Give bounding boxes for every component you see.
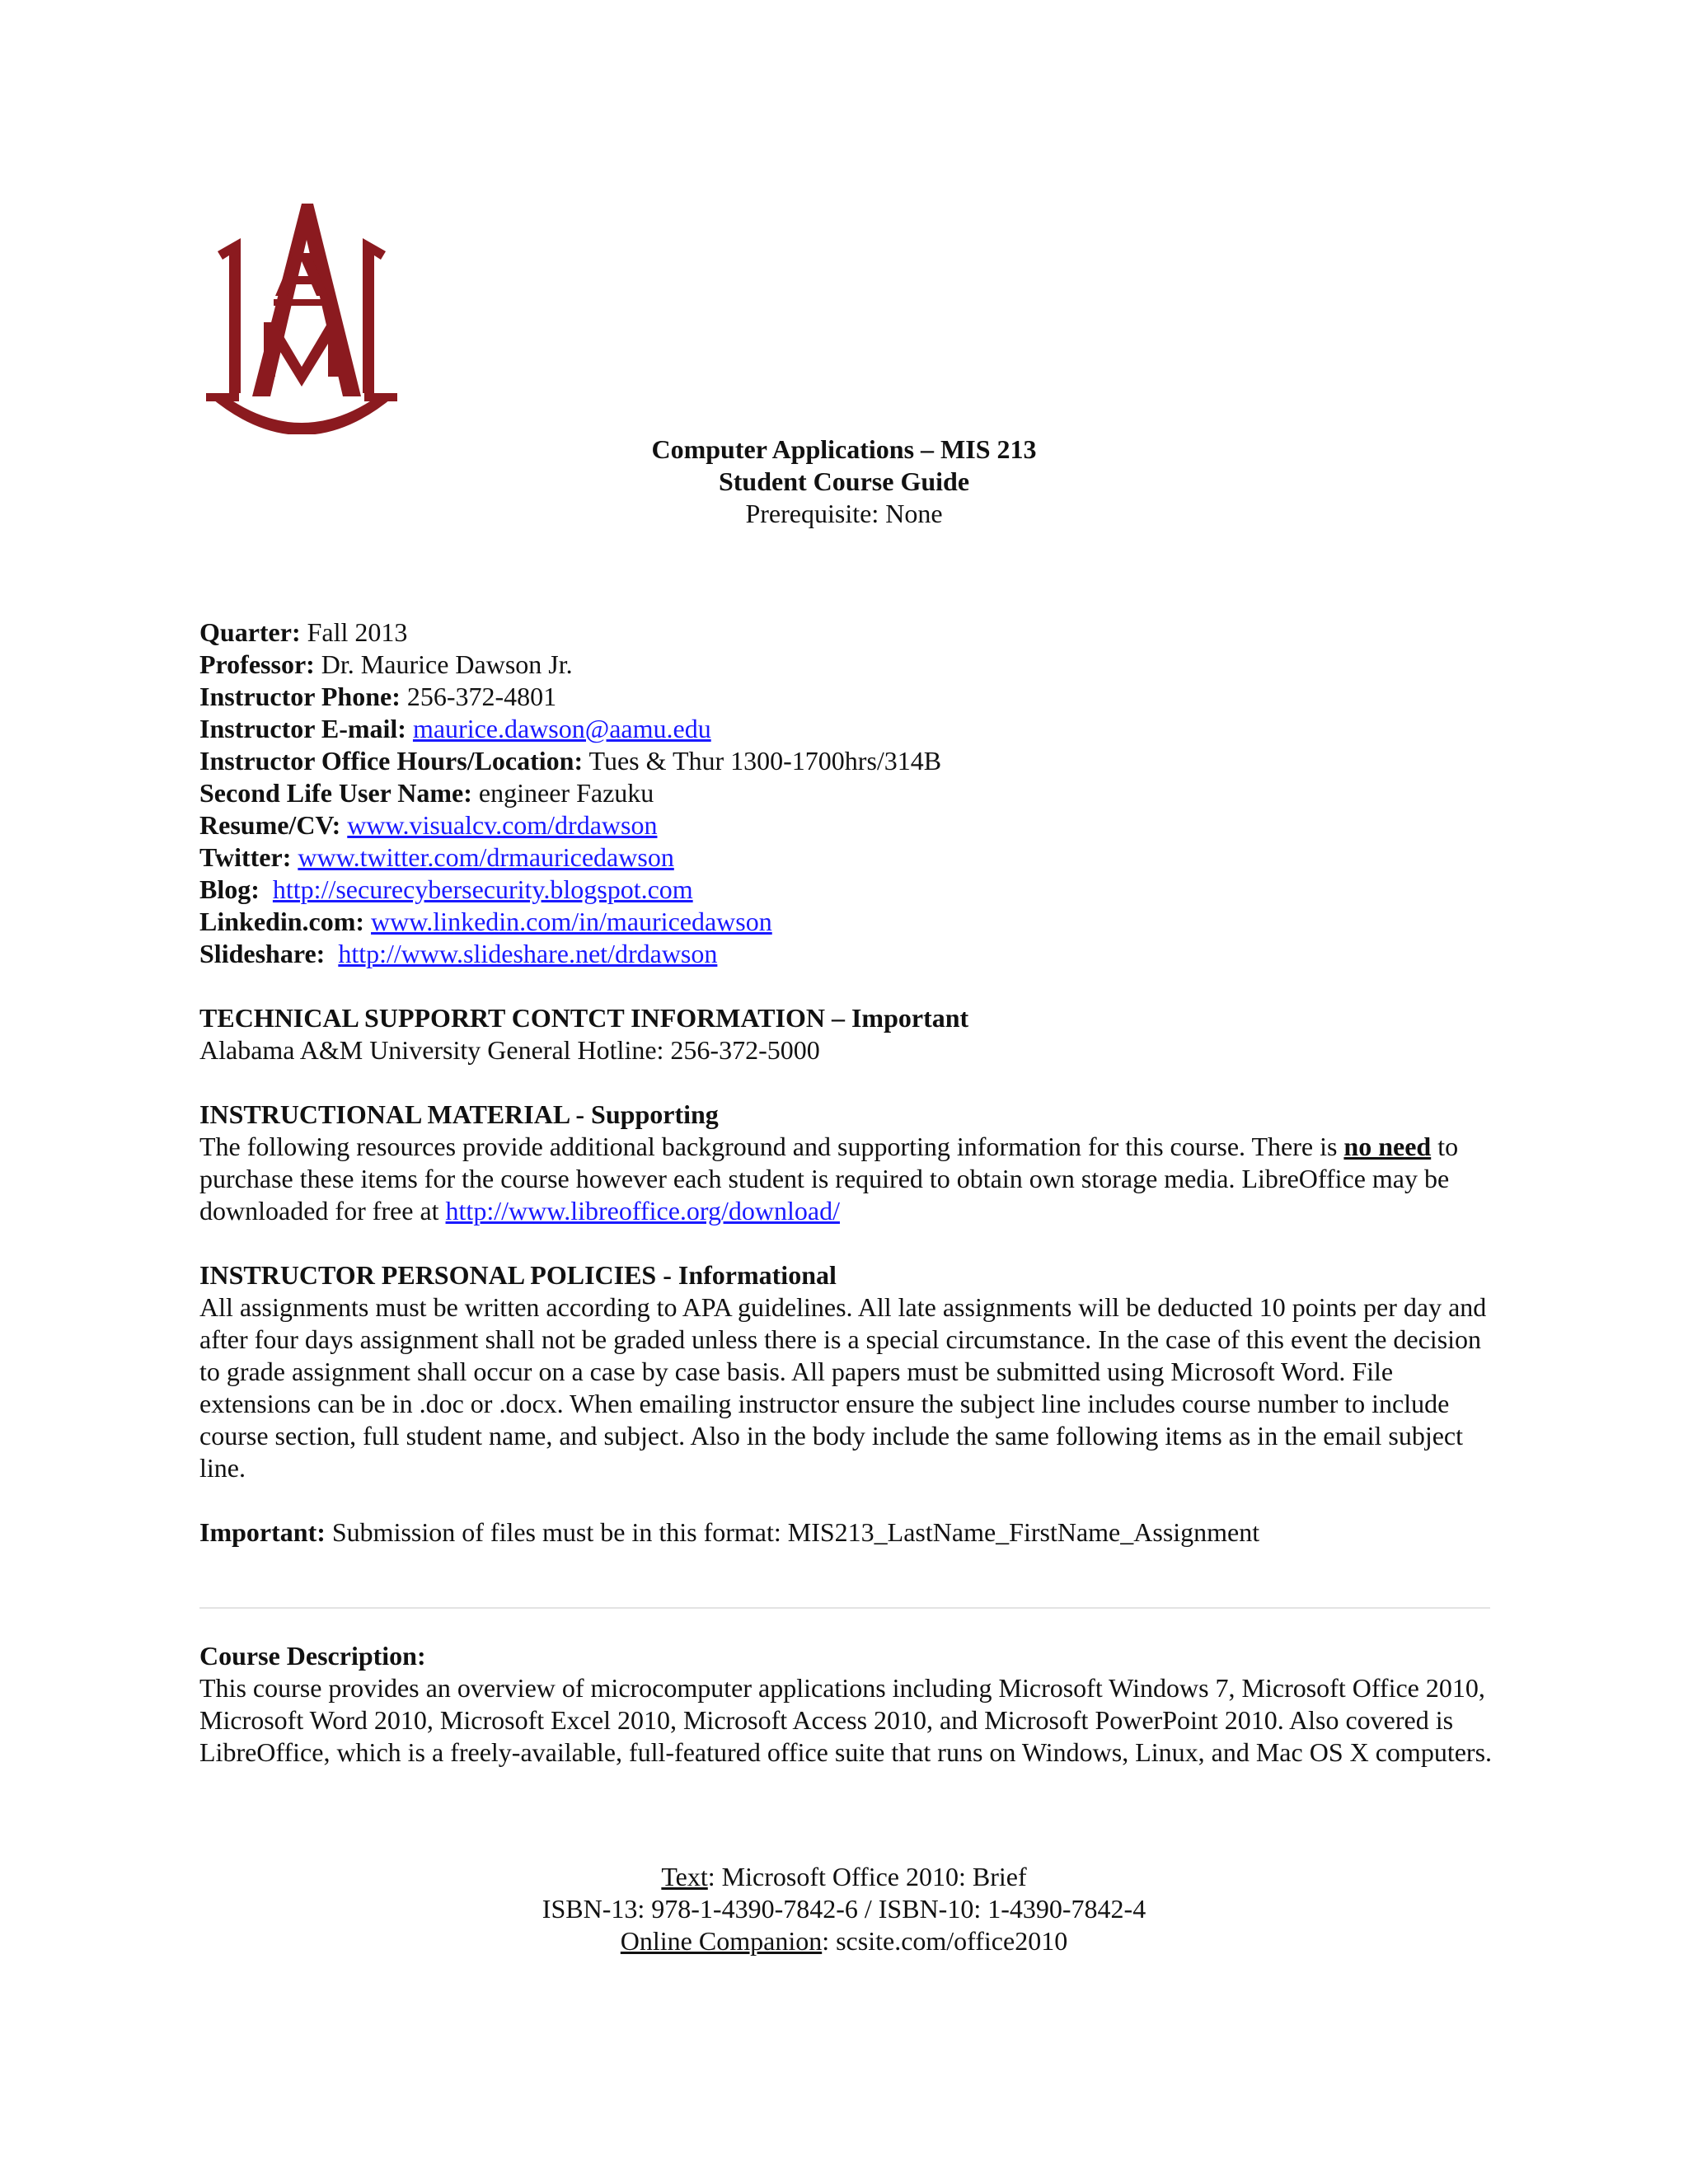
twitter-line [199, 841, 1502, 874]
policies-title: INSTRUCTOR PERSONAL POLICIES - Informational [199, 1260, 837, 1290]
slideshare-link[interactable]: http://www.slideshare.net/drdawson [338, 939, 718, 968]
course-description-title: Course Description: [199, 1641, 426, 1671]
course-subtitle: Student Course Guide [718, 466, 970, 496]
quarter-label: Quarter: [199, 617, 301, 647]
policies-text: All assignments must be written according to APA guidelines. All late assignments will be deducted 10 points per day and after four days assignment shall not be graded unless there is a special circumstance. In the case of this event the decision to grade assignment shall occur on a case by case basis. All papers must be submitted using Microsoft Word. File extensions can be in .doc or .docx. When emailing instructor ensure the subject line includes course number to include course section, full student name, and subject. Also in the body include the same following items as in the email subject line. [199, 1292, 1487, 1483]
professor-value: Dr. Maurice Dawson Jr. [314, 649, 573, 679]
tech-support-line: Alabama A&M University General Hotline: 256-372-5000 [199, 1035, 820, 1065]
course-description-section [199, 1640, 1502, 1769]
course-title: Computer Applications – MIS 213 [651, 434, 1037, 464]
slideshare-label: Slideshare: [199, 939, 326, 968]
blog-label: Blog: [199, 874, 260, 904]
linkedin-label: Linkedin.com: [199, 907, 365, 936]
email-label: Instructor E-mail: [199, 714, 406, 743]
prerequisite: Prerequisite: None [745, 499, 943, 528]
policies-section [199, 1259, 1502, 1484]
twitter-label: Twitter: [199, 842, 292, 872]
professor-label: Professor: [199, 649, 315, 679]
email-link[interactable]: maurice.dawson@aamu.edu [412, 714, 711, 743]
slideshare-line [199, 938, 1502, 970]
resume-label: Resume/CV: [199, 810, 341, 840]
important-section [199, 1516, 1502, 1549]
textbook-line [0, 1861, 1688, 1893]
course-description-text: This course provides an overview of microcomputer applications including Microsoft Windows 7, Microsoft Office 2010, Microsoft Word 2010, Microsoft Excel 2010, Microsoft Access 2010, and Microsoft PowerPoint 2010. Also covered is LibreOffice, which is a freely-available, full-featured office suite that runs on Windows, Linux, and Mac OS X computers. [199, 1673, 1493, 1767]
office-line [199, 745, 1502, 777]
phone-value: 256-372-4801 [400, 682, 557, 711]
linkedin-link[interactable]: www.linkedin.com/in/mauricedawson [371, 907, 772, 936]
quarter-line [199, 616, 1502, 649]
instructional-section [199, 1099, 1502, 1227]
companion-line [0, 1925, 1688, 1957]
phone-line [199, 681, 1502, 713]
aamu-logo-icon [204, 202, 399, 434]
second-life-line [199, 777, 1502, 809]
quarter-value: Fall 2013 [300, 617, 408, 647]
text-value: : Microsoft Office 2010: Brief [707, 1862, 1027, 1891]
isbn-line: ISBN-13: 978-1-4390-7842-6 / ISBN-10: 1-4390-7842-4 [542, 1894, 1146, 1924]
important-label: Important: [199, 1517, 326, 1547]
textbook-block [0, 1861, 1688, 1957]
libreoffice-link[interactable]: http://www.libreoffice.org/download/ [445, 1196, 840, 1226]
important-text: Submission of files must be in this format: MIS213_LastName_FirstName_Assignment [325, 1517, 1260, 1547]
title-block [0, 434, 1688, 530]
office-value: Tues & Thur 1300-1700hrs/314B [583, 746, 942, 776]
second-life-value: engineer Fazuku [471, 778, 654, 808]
tech-support-section [199, 1002, 1502, 1066]
office-label: Instructor Office Hours/Location: [199, 746, 584, 776]
instructional-text [199, 1131, 1502, 1227]
tech-support-title: TECHNICAL SUPPORRT CONTCT INFORMATION – Important [199, 1003, 969, 1033]
companion-value: : scsite.com/office2010 [822, 1926, 1068, 1956]
text-label: Text [661, 1862, 708, 1891]
blog-link[interactable]: http://securecybersecurity.blogspot.com [272, 874, 693, 904]
resume-link[interactable]: www.visualcv.com/drdawson [347, 810, 658, 840]
second-life-label: Second Life User Name: [199, 778, 472, 808]
phone-label: Instructor Phone: [199, 682, 401, 711]
course-info [199, 616, 1502, 1549]
instructional-title: INSTRUCTIONAL MATERIAL - Supporting [199, 1099, 719, 1129]
blog-line [199, 874, 1502, 906]
no-need-emphasis: no need [1343, 1132, 1432, 1161]
companion-label: Online Companion [620, 1926, 823, 1956]
important-line [199, 1516, 1502, 1549]
instructional-text-after: to purchase these items for the course however each student is required to obtain own storage media. LibreOffice may be downloaded for free at [199, 1132, 1459, 1226]
professor-line [199, 649, 1502, 681]
instructional-text-before: The following resources provide additional background and supporting information for this course. There is [199, 1132, 1344, 1161]
section-divider [199, 1607, 1490, 1609]
linkedin-line [199, 906, 1502, 938]
email-line [199, 713, 1502, 745]
resume-line [199, 809, 1502, 841]
twitter-link[interactable]: www.twitter.com/drmauricedawson [298, 842, 674, 872]
